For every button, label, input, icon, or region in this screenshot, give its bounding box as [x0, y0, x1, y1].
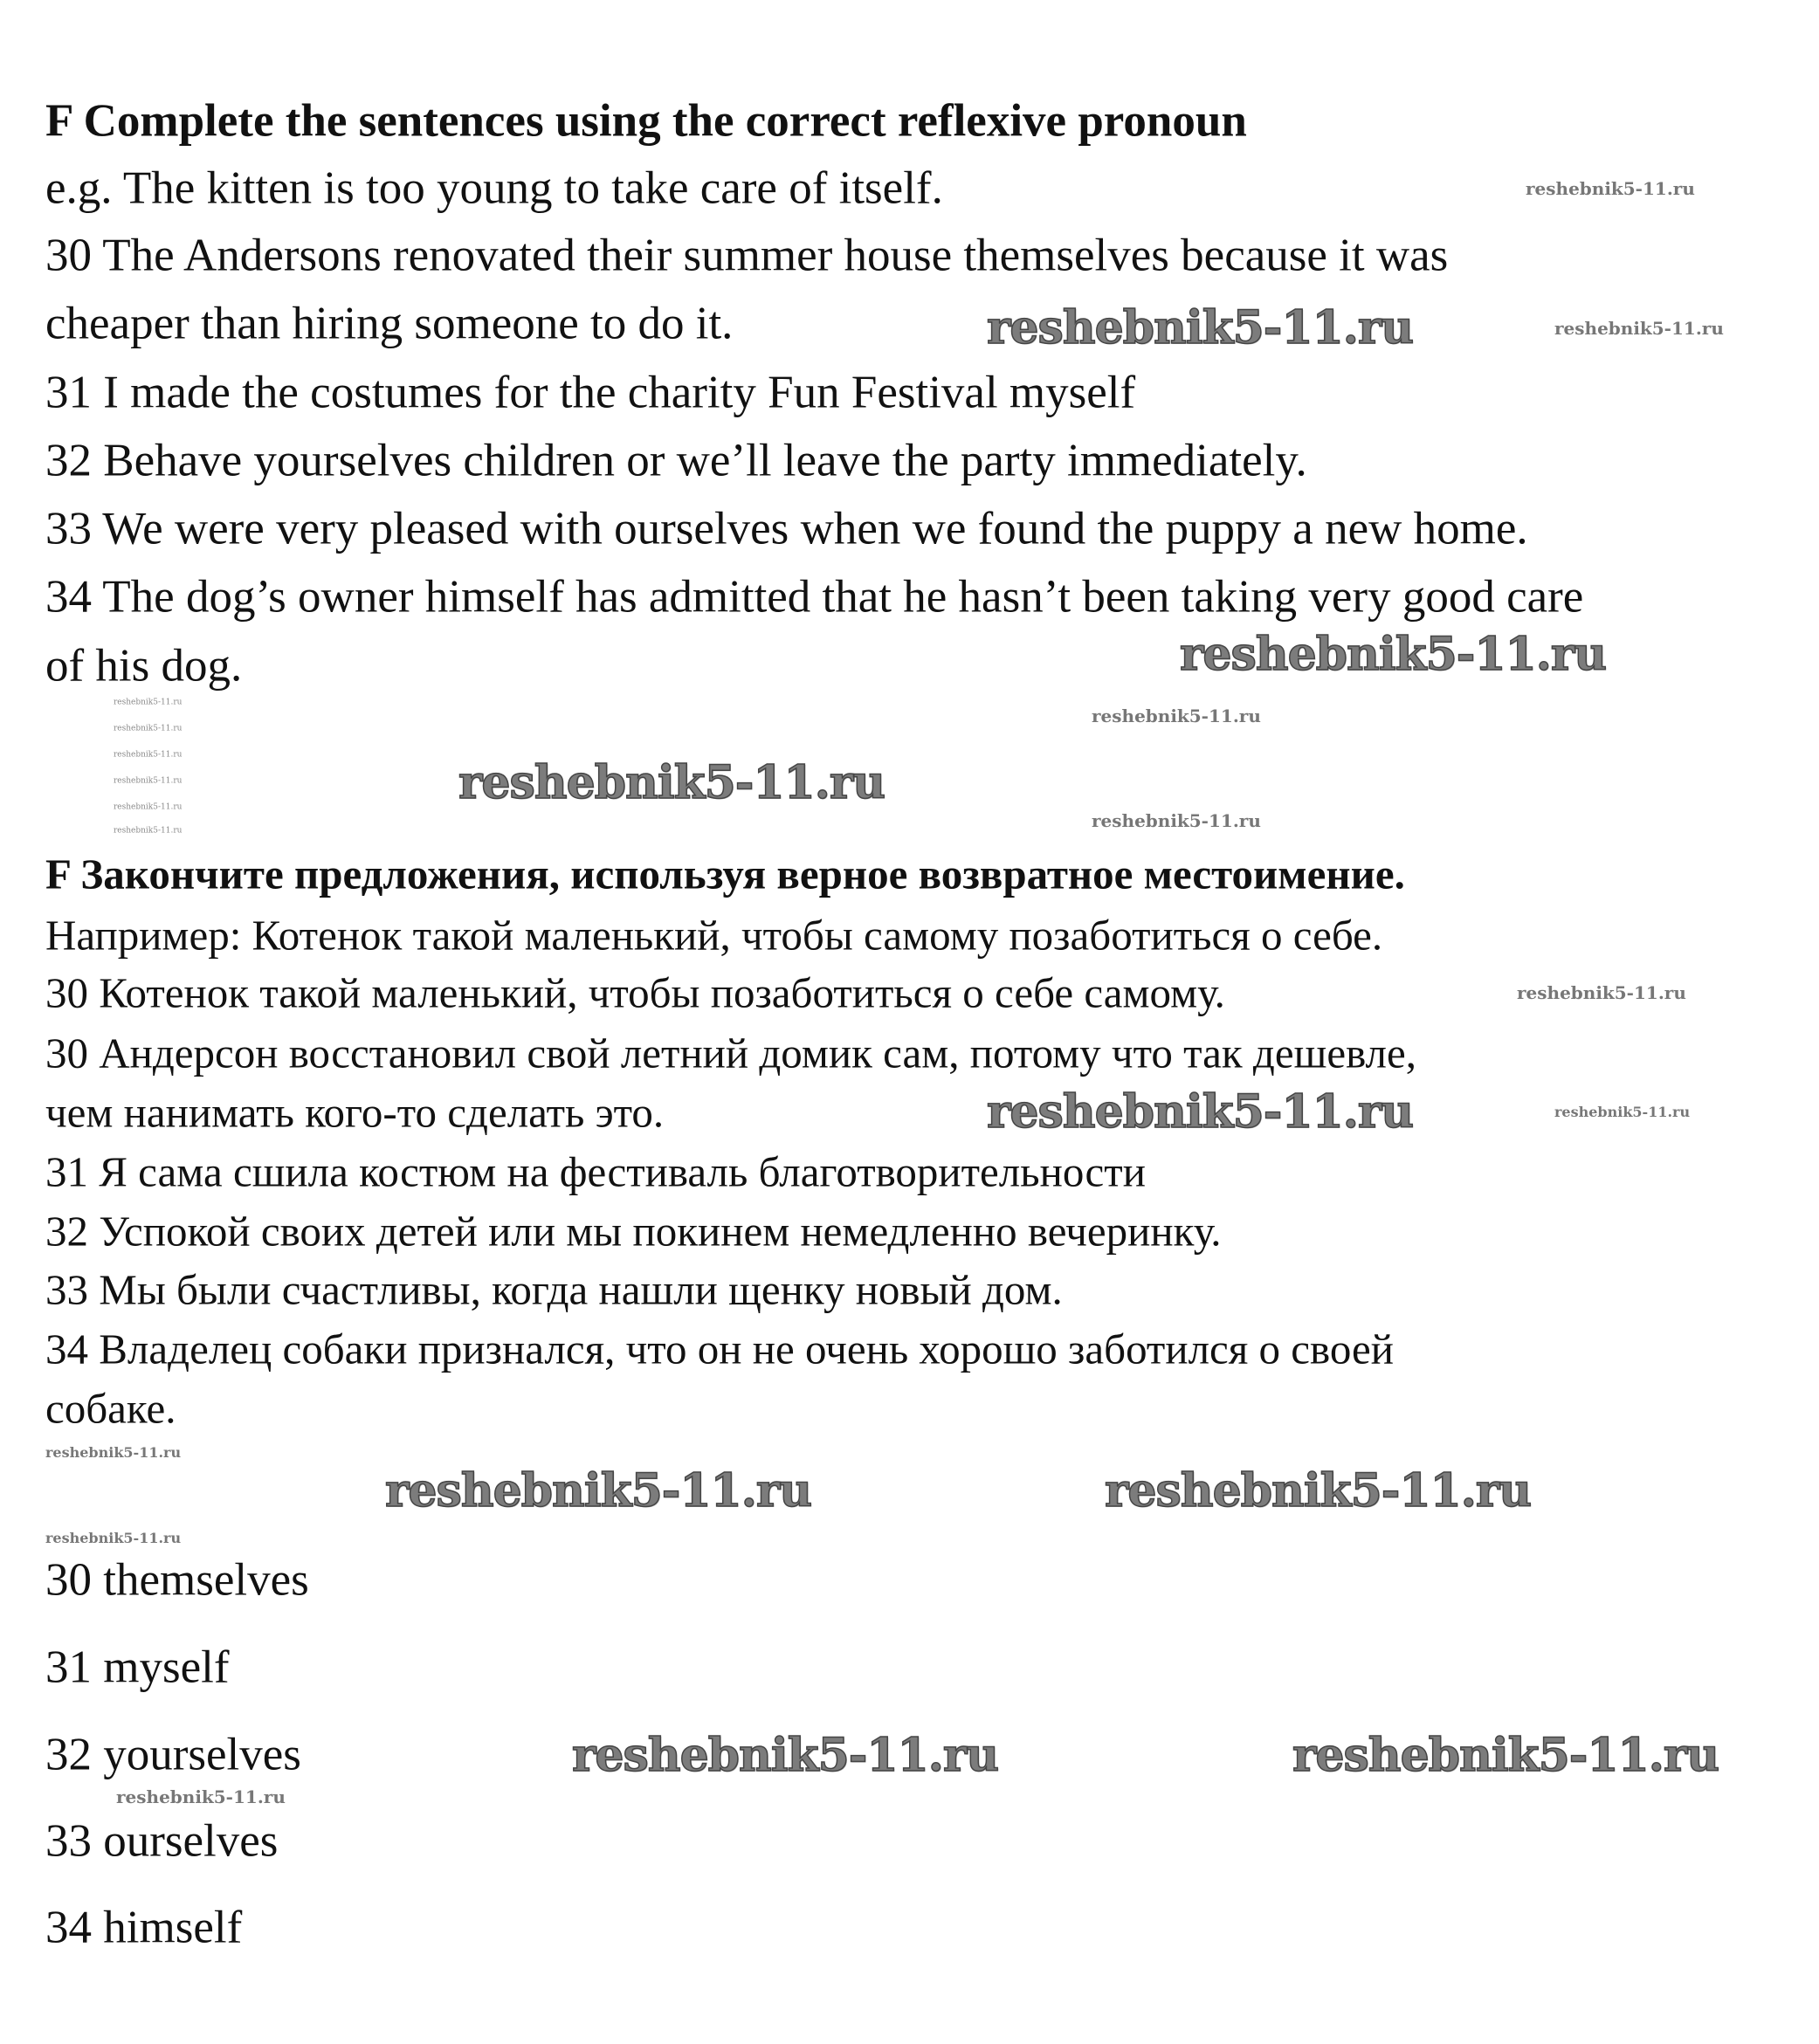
russian-line: 30 Котенок такой маленький, чтобы позаботиться о себе самому.	[45, 968, 1225, 1017]
russian-line: 34 Владелец собаки признался, что он не очень хорошо заботился о своей	[45, 1325, 1394, 1373]
russian-heading: F Закончите предложения, используя верное возвратное местоимение.	[45, 850, 1405, 898]
watermark: reshebnik5-11.ru	[1105, 1464, 1532, 1518]
sentence-31: 31 I made the costumes for the charity Fun Festival myself	[45, 367, 1136, 418]
watermark: reshebnik5-11.ru	[987, 301, 1414, 354]
watermark: reshebnik5-11.ru	[114, 776, 183, 786]
watermark: reshebnik5-11.ru	[114, 802, 183, 812]
answer-32: 32 yourselves	[45, 1729, 301, 1780]
watermark: reshebnik5-11.ru	[116, 1786, 286, 1807]
watermark: reshebnik5-11.ru	[1092, 810, 1261, 831]
watermark: reshebnik5-11.ru	[1517, 982, 1686, 1003]
answer-30: 30 themselves	[45, 1554, 309, 1606]
sentence-30-cont: cheaper than hiring someone to do it.	[45, 298, 734, 349]
watermark: reshebnik5-11.ru	[114, 724, 183, 733]
russian-line: 33 Мы были счастливы, когда нашли щенку новый дом.	[45, 1265, 1063, 1314]
example-sentence: e.g. The kitten is too young to take care of itself.	[45, 162, 943, 214]
answer-33: 33 ourselves	[45, 1815, 279, 1867]
watermark: reshebnik5-11.ru	[114, 826, 183, 836]
sentence-34-cont: of his dog.	[45, 640, 243, 692]
watermark: reshebnik5-11.ru	[1554, 318, 1724, 339]
watermark: reshebnik5-11.ru	[572, 1729, 999, 1782]
watermark: reshebnik5-11.ru	[45, 1444, 182, 1461]
russian-line: собаке.	[45, 1384, 176, 1433]
sentence-34: 34 The dog’s owner himself has admitted that he hasn’t been taking very good care	[45, 571, 1584, 623]
watermark: reshebnik5-11.ru	[385, 1464, 812, 1518]
russian-line: 32 Успокой своих детей или мы покинем немедленно вечеринку.	[45, 1207, 1222, 1256]
sentence-32: 32 Behave yourselves children or we’ll leave the party immediately.	[45, 435, 1307, 486]
sentence-30: 30 The Andersons renovated their summer house themselves because it was	[45, 230, 1449, 281]
watermark: reshebnik5-11.ru	[458, 756, 885, 809]
watermark: reshebnik5-11.ru	[1292, 1729, 1719, 1782]
watermark: reshebnik5-11.ru	[987, 1085, 1414, 1139]
answer-34: 34 himself	[45, 1902, 243, 1953]
english-heading: F Complete the sentences using the correct reflexive pronoun	[45, 95, 1247, 147]
answer-31: 31 myself	[45, 1641, 230, 1693]
watermark: reshebnik5-11.ru	[1554, 1104, 1691, 1120]
russian-line: 30 Андерсон восстановил свой летний домик сам, потому что так дешевле,	[45, 1029, 1417, 1077]
russian-example: Например: Котенок такой маленький, чтобы самому позаботиться о себе.	[45, 911, 1383, 960]
sentence-33: 33 We were very pleased with ourselves when we found the puppy a new home.	[45, 503, 1528, 554]
watermark: reshebnik5-11.ru	[1092, 705, 1261, 726]
watermark: reshebnik5-11.ru	[1526, 178, 1695, 199]
russian-line: 31 Я сама сшила костюм на фестиваль благотворительности	[45, 1147, 1146, 1196]
watermark: reshebnik5-11.ru	[114, 698, 183, 707]
watermark: reshebnik5-11.ru	[1180, 628, 1607, 681]
russian-line: чем нанимать кого-то сделать это.	[45, 1088, 665, 1137]
watermark: reshebnik5-11.ru	[114, 750, 183, 760]
watermark: reshebnik5-11.ru	[45, 1530, 182, 1546]
